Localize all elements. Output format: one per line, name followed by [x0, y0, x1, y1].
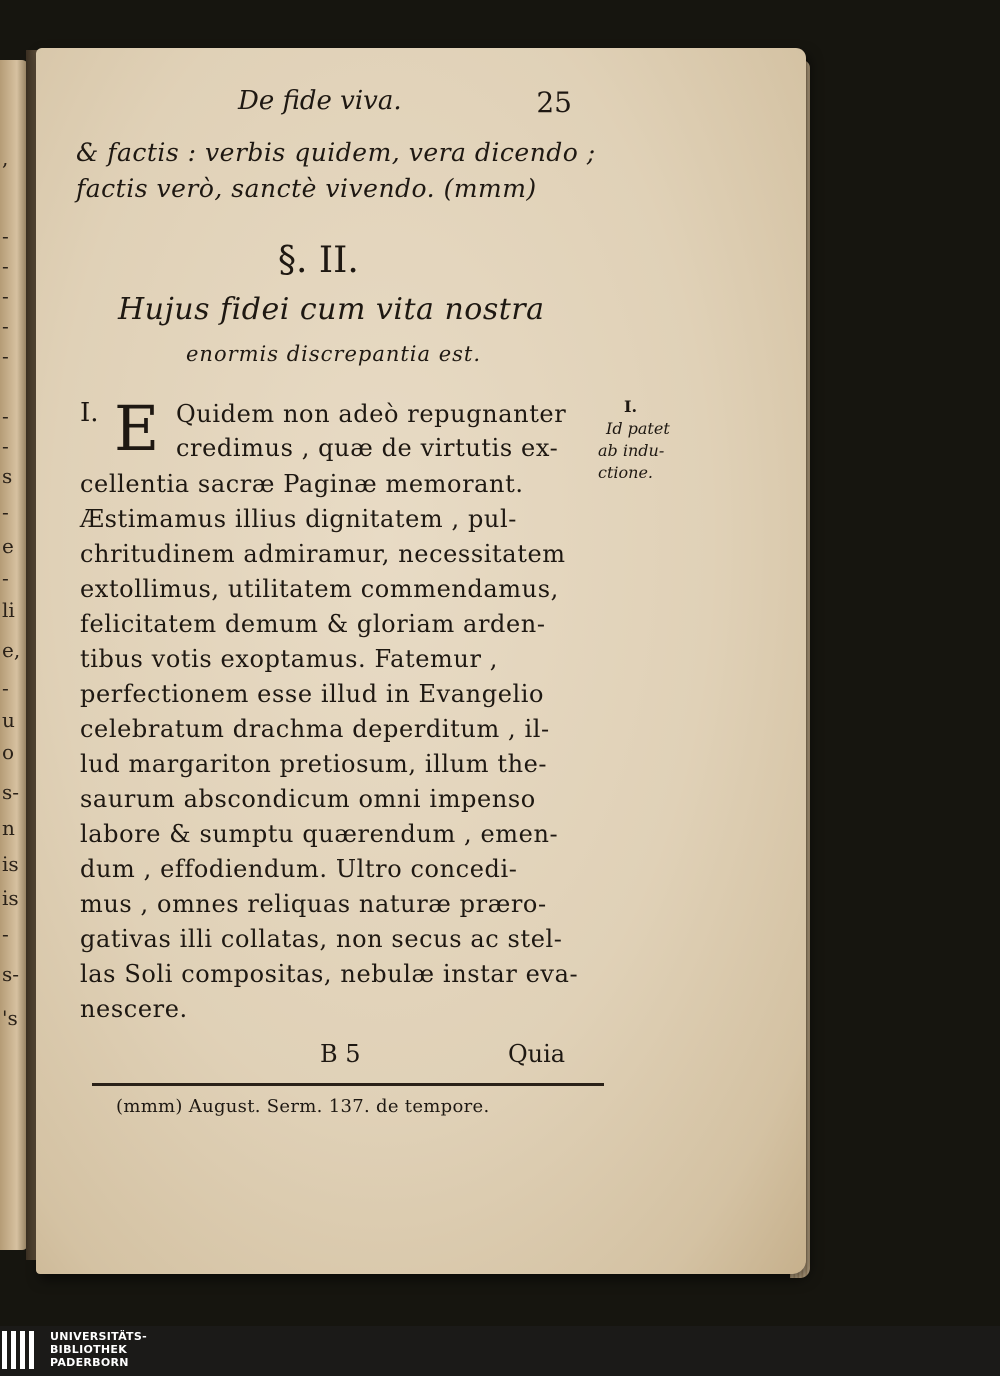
body-line: nescere.	[80, 995, 188, 1023]
body-line: perfectionem esse illud in Evangelio	[80, 680, 545, 708]
page-header	[238, 86, 598, 126]
left-fragment: e	[2, 534, 14, 558]
drop-cap: E	[114, 392, 160, 465]
marginal-line: ctione.	[598, 463, 653, 482]
library-name	[50, 1330, 147, 1369]
body-line: tibus votis exoptamus. Fatemur ,	[80, 645, 498, 673]
left-fragment: -	[2, 224, 9, 248]
left-fragment: ,	[2, 146, 9, 170]
left-fragment: o	[2, 740, 15, 764]
marginal-line: Id patet	[606, 419, 670, 438]
body-line: extollimus, utilitatem commendamus,	[80, 575, 559, 603]
left-fragment: -	[2, 284, 9, 308]
left-fragment: 's	[2, 1006, 18, 1030]
section-title: Hujus fidei cum vita nostra	[118, 292, 545, 327]
body-line: Quidem non adeò repugnanter	[176, 400, 567, 428]
left-fragment: -	[2, 922, 9, 946]
library-name-line: PADERBORN	[50, 1356, 129, 1369]
body-line: dum , effodiendum. Ultro concedi-	[80, 855, 518, 883]
left-fragment: s-	[2, 780, 20, 804]
left-fragment: -	[2, 404, 9, 428]
body-line: chritudinem admiramur, necessitatem	[80, 540, 566, 568]
body-line: labore & sumptu quærendum , emen-	[80, 820, 559, 848]
left-page-text-fragments	[0, 60, 24, 1250]
left-fragment: is	[2, 852, 19, 876]
left-fragment: -	[2, 344, 9, 368]
body-line: mus , omnes reliquas naturæ prærо-	[80, 890, 547, 918]
library-logo-icon	[2, 1331, 42, 1369]
body-line: Æstimamus illius dignitatem , pul-	[80, 505, 517, 533]
left-fragment: -	[2, 314, 9, 338]
left-fragment: s	[2, 464, 13, 488]
signature-mark: B 5	[320, 1040, 361, 1068]
footnote-rule	[92, 1083, 604, 1086]
body-line: saurum abscondicum omni impenso	[80, 785, 536, 813]
left-fragment: s-	[2, 962, 20, 986]
left-fragment: -	[2, 676, 9, 700]
library-name-line: UNIVERSITÄTS-	[50, 1330, 147, 1343]
running-head: De fide viva.	[238, 86, 402, 116]
catchword: Quia	[508, 1040, 566, 1068]
body-line: celebratum drachma deperditum , il-	[80, 715, 550, 743]
left-fragment: -	[2, 500, 9, 524]
text-line: & factis : verbis quidem, vera dicendo ;	[76, 138, 596, 167]
marginal-note	[598, 396, 688, 484]
section-mark: §. II.	[278, 240, 359, 281]
body-line: lud margariton pretiosum, illum the-	[80, 750, 548, 778]
paragraph-number: I.	[80, 398, 99, 428]
left-fragment: -	[2, 566, 9, 590]
section-subtitle: enormis discrepantia est.	[186, 342, 482, 366]
left-fragment: -	[2, 434, 9, 458]
marginal-line: ab indu-	[598, 441, 665, 460]
marginal-line: I.	[624, 397, 638, 416]
body-line: las Soli compositas, nebulæ instar eva-	[80, 960, 579, 988]
text-line: factis verò, sanctè vivendo. (mmm)	[76, 174, 537, 203]
left-fragment: -	[2, 254, 9, 278]
left-fragment: n	[2, 816, 15, 840]
left-fragment: u	[2, 708, 15, 732]
body-line: gativas illi collatas, non secus ac stel-	[80, 925, 563, 953]
body-line: felicitatem demum & gloriam arden-	[80, 610, 546, 638]
left-fragment: is	[2, 886, 19, 910]
left-fragment: li	[2, 598, 15, 622]
left-fragment: e,	[2, 638, 21, 662]
footnote: (mmm) August. Serm. 137. de tempore.	[116, 1096, 490, 1117]
page-number: 25	[536, 86, 572, 119]
body-line: cellentia sacræ Paginæ memorant.	[80, 470, 524, 498]
library-footer	[0, 1326, 1000, 1376]
body-line: credimus , quæ de virtutis ex-	[176, 434, 559, 462]
library-name-line: BIBLIOTHEK	[50, 1343, 128, 1356]
